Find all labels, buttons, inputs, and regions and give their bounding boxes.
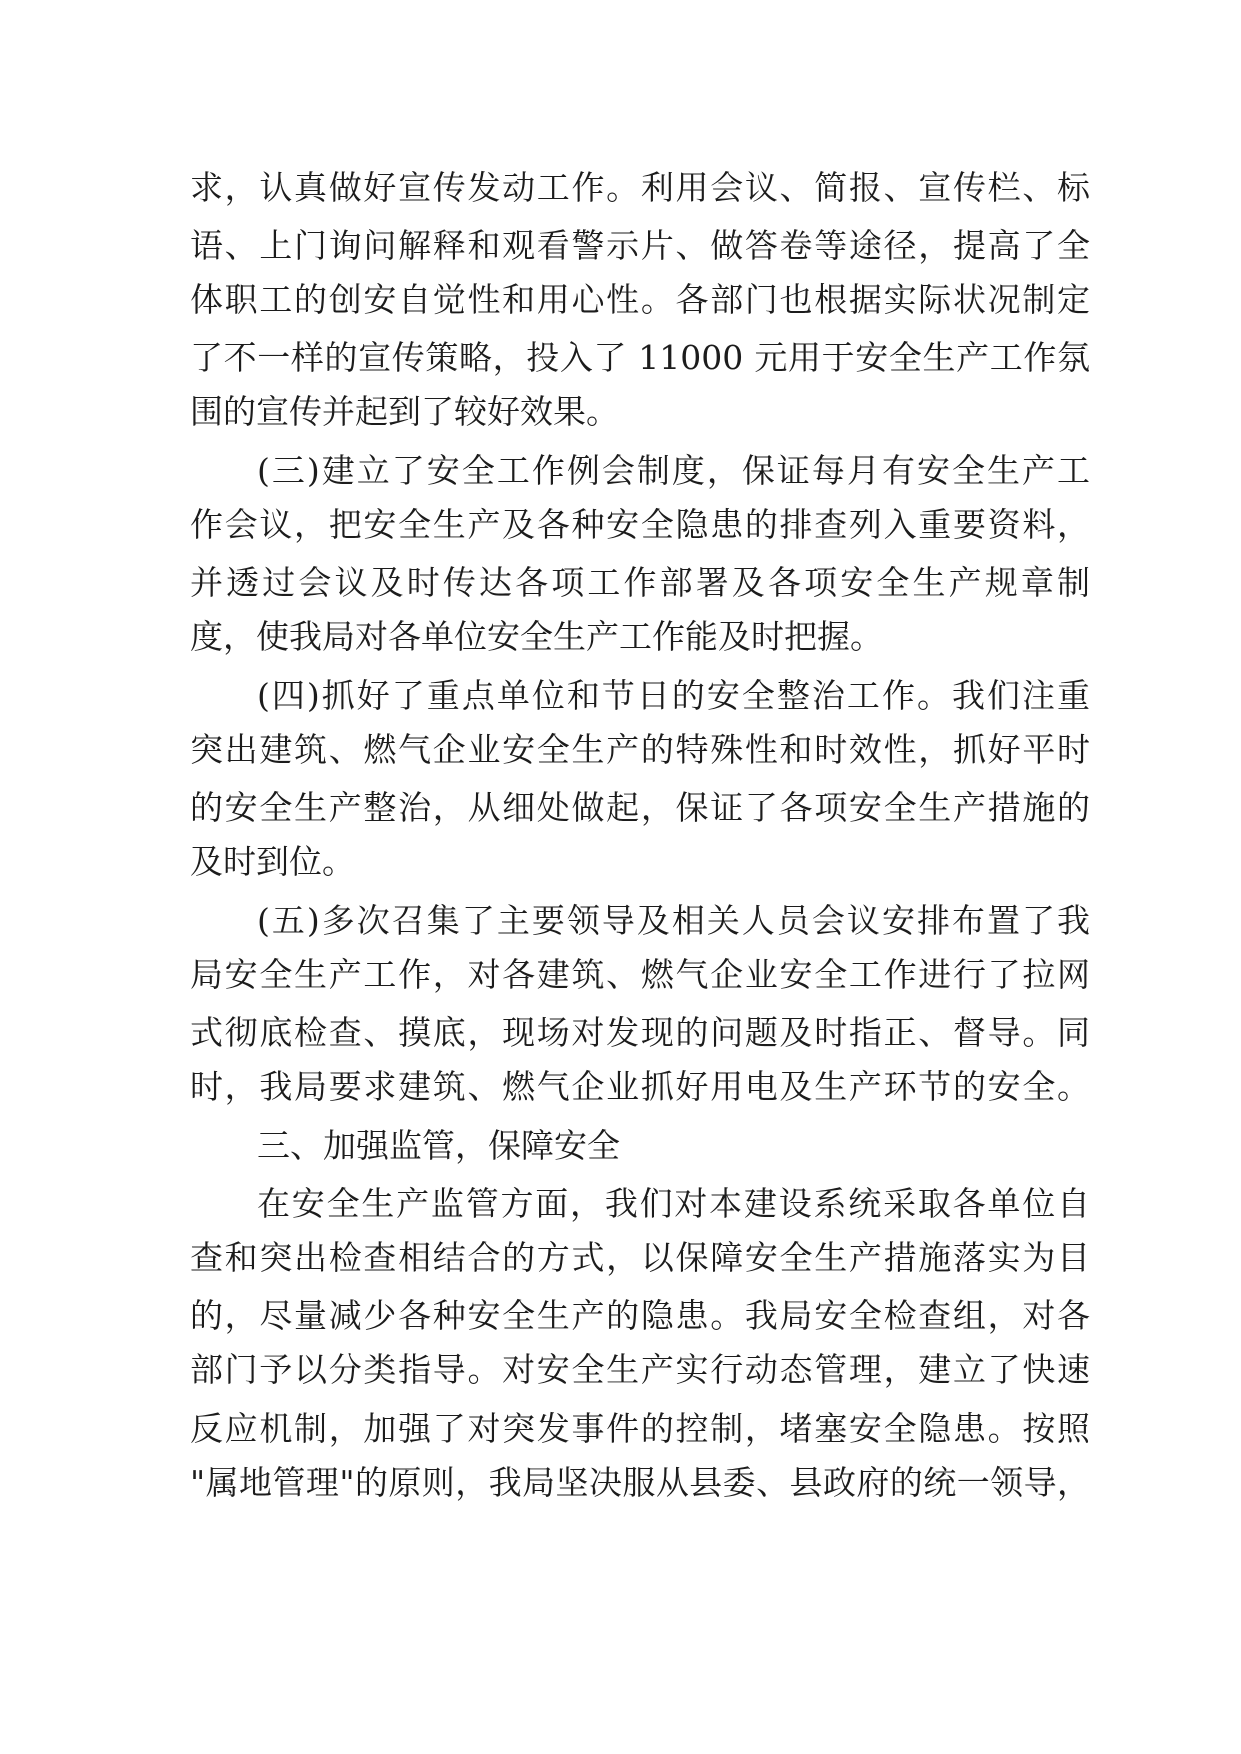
paragraph-heading-4: (四)抓好了重点单位和节日的安全整治工作。我们注重 bbox=[257, 676, 1090, 715]
text-line: 及时到位。 bbox=[190, 842, 355, 881]
paragraph-heading-5: (五)多次召集了主要领导及相关人员会议安排布置了我 bbox=[257, 901, 1090, 940]
text-line: 围的宣传并起到了较好效果。 bbox=[190, 392, 619, 431]
text-line: 部门予以分类指导。对安全生产实行动态管理，建立了快速 bbox=[190, 1350, 1090, 1389]
text-line: 的，尽量减少各种安全生产的隐患。我局安全检查组，对各 bbox=[190, 1296, 1090, 1335]
text-line: 语、上门询问解释和观看警示片、做答卷等途径，提高了全 bbox=[190, 226, 1090, 265]
text-line: 突出建筑、燃气企业安全生产的特殊性和时效性，抓好平时 bbox=[190, 730, 1090, 769]
text-line: 了不一样的宣传策略，投入了 11000 元用于安全生产工作氛 bbox=[190, 338, 1090, 377]
text-line: 度，使我局对各单位安全生产工作能及时把握。 bbox=[190, 617, 883, 656]
text-line: 求，认真做好宣传发动工作。利用会议、简报、宣传栏、标 bbox=[190, 168, 1090, 207]
paragraph-heading-3: (三)建立了安全工作例会制度，保证每月有安全生产工 bbox=[257, 451, 1090, 490]
text-line: 作会议，把安全生产及各种安全隐患的排查列入重要资料， bbox=[190, 505, 1090, 544]
text-line: 式彻底检查、摸底，现场对发现的问题及时指正、督导。同 bbox=[190, 1013, 1090, 1052]
text-line: 的安全生产整治，从细处做起，保证了各项安全生产措施的 bbox=[190, 788, 1090, 827]
text-line: "属地管理"的原则，我局坚决服从县委、县政府的统一领导， bbox=[190, 1463, 1090, 1502]
text-line: 时，我局要求建筑、燃气企业抓好用电及生产环节的安全。 bbox=[190, 1067, 1090, 1106]
text-line: 体职工的创安自觉性和用心性。各部门也根据实际状况制定 bbox=[190, 280, 1090, 319]
text-line: 并透过会议及时传达各项工作部署及各项安全生产规章制 bbox=[190, 563, 1090, 602]
text-line: 在安全生产监管方面，我们对本建设系统采取各单位自 bbox=[257, 1184, 1090, 1223]
text-line: 查和突出检查相结合的方式，以保障安全生产措施落实为目 bbox=[190, 1238, 1090, 1277]
section-heading: 三、加强监管，保障安全 bbox=[257, 1126, 620, 1165]
text-line: 反应机制，加强了对突发事件的控制，堵塞安全隐患。按照 bbox=[190, 1409, 1090, 1448]
text-line: 局安全生产工作，对各建筑、燃气企业安全工作进行了拉网 bbox=[190, 955, 1090, 994]
